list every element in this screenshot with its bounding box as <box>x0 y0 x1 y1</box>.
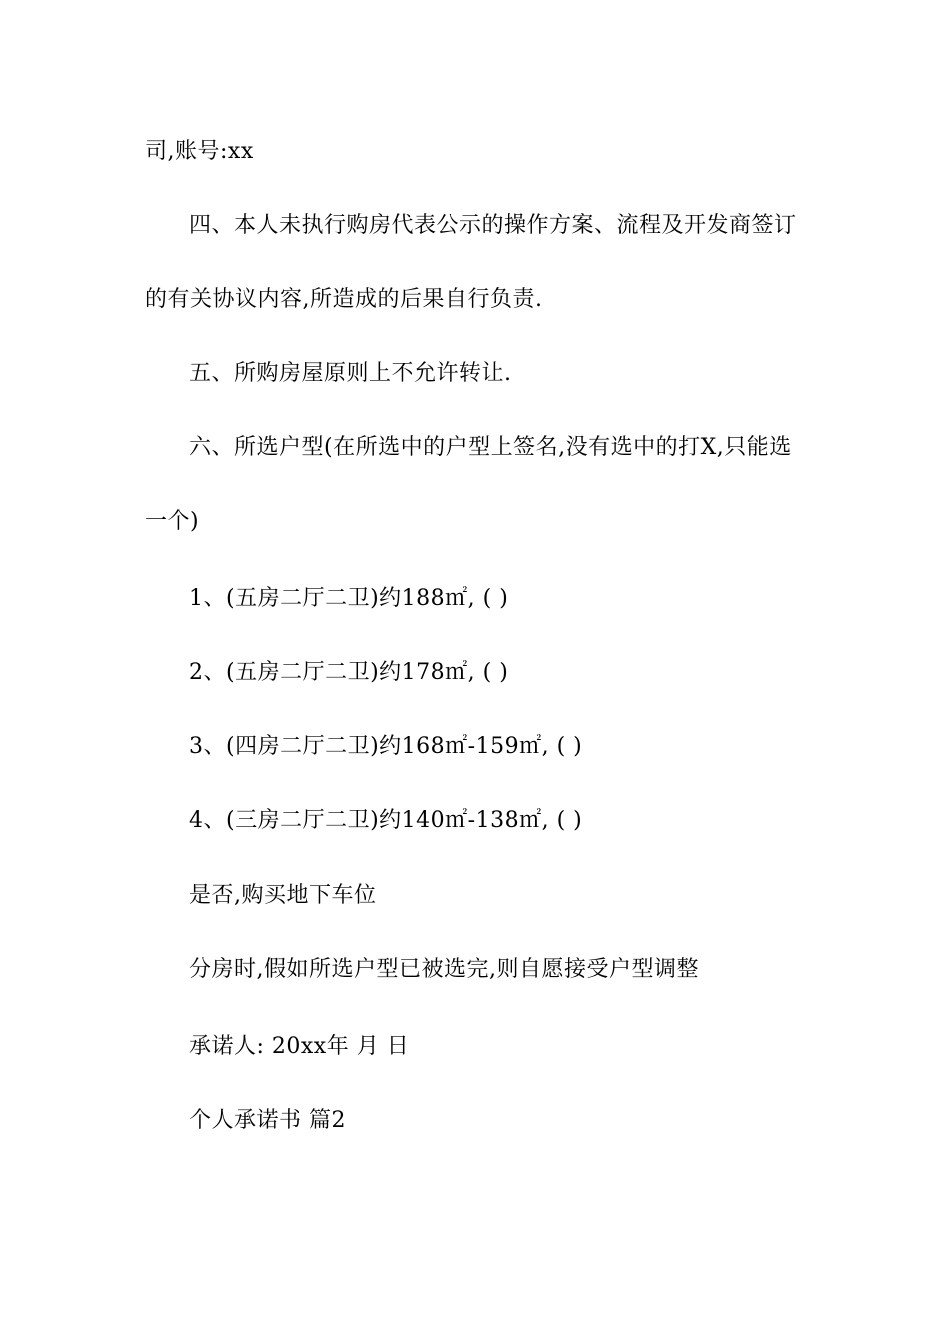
text-line-clause-5: 五、所购房屋原则上不允许转让. <box>189 361 512 386</box>
text-line-clause-6-cont: 一个) <box>145 509 200 534</box>
text-line-account: 司,账号:xx <box>145 139 254 164</box>
text-line-clause-4-cont: 的有关协议内容,所造成的后果自行负责. <box>145 287 543 312</box>
text-line-option-4: 4、(三房二厅二卫)约140㎡-138㎡, ( ) <box>189 808 583 833</box>
text-line-option-1: 1、(五房二厅二卫)约188㎡, ( ) <box>189 586 509 611</box>
text-line-signature: 承诺人: 20xx年 月 日 <box>189 1034 410 1059</box>
text-line-option-2: 2、(五房二厅二卫)约178㎡, ( ) <box>189 660 509 685</box>
text-line-clause-6: 六、所选户型(在所选中的户型上签名,没有选中的打X,只能选 <box>189 435 792 460</box>
text-line-adjustment: 分房时,假如所选户型已被选完,则自愿接受户型调整 <box>189 957 699 982</box>
text-line-clause-4: 四、本人未执行购房代表公示的操作方案、流程及开发商签订 <box>189 213 797 238</box>
text-line-parking: 是否,购买地下车位 <box>189 883 377 908</box>
text-line-option-3: 3、(四房二厅二卫)约168㎡-159㎡, ( ) <box>189 734 583 759</box>
section-heading: 个人承诺书 篇2 <box>189 1108 346 1133</box>
